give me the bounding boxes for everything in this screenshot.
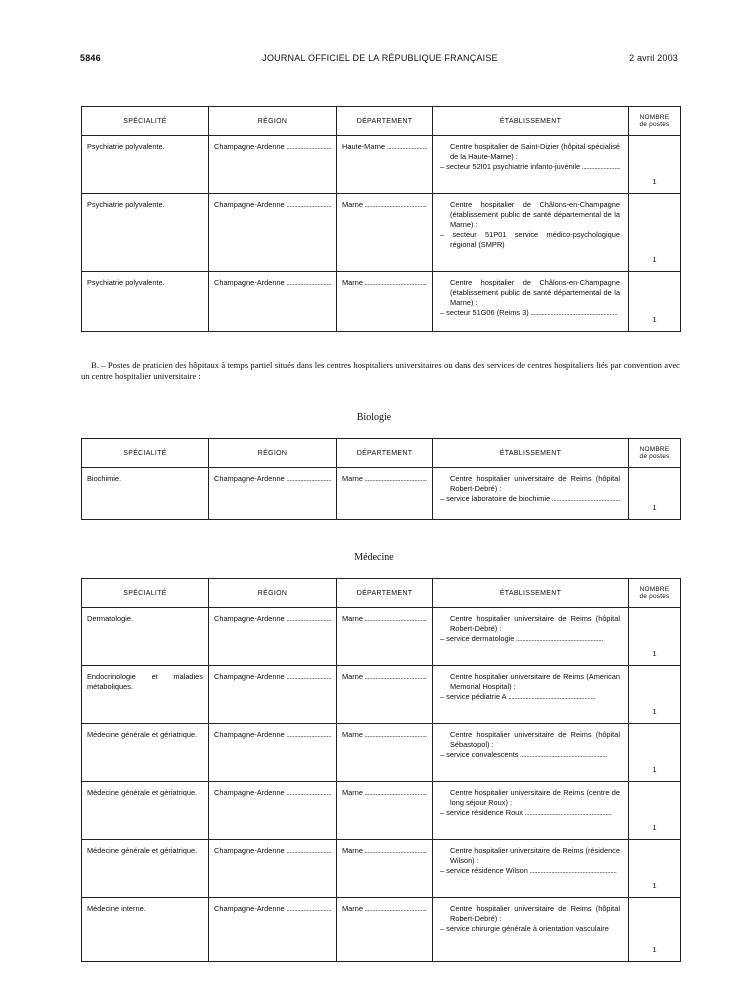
cell-specialite: Psychiatrie polyvalente. bbox=[82, 272, 209, 332]
departement-text: Marne ..... bbox=[342, 614, 427, 624]
cell-nombre: 1 bbox=[629, 468, 681, 520]
medecine-table bbox=[81, 578, 681, 962]
cell-etablissement bbox=[433, 898, 629, 962]
cell-specialite: Biochimie. bbox=[82, 468, 209, 520]
cell-region bbox=[209, 840, 337, 898]
cell-nombre: 1 bbox=[629, 136, 681, 194]
etablissement-service: – service pédiatrie A ..... bbox=[440, 692, 620, 702]
etablissement-name: Centre hospitalier universitaire de Reims (centre de long séjour Roux) : bbox=[450, 788, 620, 807]
nombre-label: NOMBRE bbox=[639, 586, 670, 593]
table-row bbox=[82, 666, 681, 724]
etablissement-service: – service dermatologie ..... bbox=[440, 634, 620, 644]
col-header-nombre bbox=[629, 439, 681, 468]
cell-specialite: Dermatologie. bbox=[82, 608, 209, 666]
de-postes-label: de postes bbox=[639, 121, 670, 128]
departement-text: Marne ..... bbox=[342, 846, 427, 856]
etablissement-service: – service résidence Wilson ..... bbox=[440, 866, 620, 876]
section-b-paragraph: B. – Postes de praticien des hôpitaux à temps partiel situés dans les centres hospitaliers universitaires ou dans des services de centres hospitaliers liés par convention avec un centre hospitalier universitaire : bbox=[81, 360, 680, 381]
etablissement-name: Centre hospitalier de Châlons-en-Champagne (établissement public de santé départemental de la Marne) : bbox=[450, 278, 620, 307]
cell-departement bbox=[337, 840, 433, 898]
cell-specialite: Endocrinologie et maladies métaboliques. bbox=[82, 666, 209, 724]
cell-specialite: Médecine générale et gériatrique. bbox=[82, 782, 209, 840]
table-row bbox=[82, 724, 681, 782]
cell-departement bbox=[337, 608, 433, 666]
cell-departement bbox=[337, 724, 433, 782]
table-row bbox=[82, 608, 681, 666]
cell-etablissement bbox=[433, 194, 629, 272]
etablissement-service-text: – secteur 51P01 service médico-psychologique régional (SMPR) bbox=[440, 230, 620, 249]
col-header-specialite: SPÉCIALITÉ bbox=[82, 579, 209, 608]
cell-specialite: Psychiatrie polyvalente. bbox=[82, 194, 209, 272]
cell-region bbox=[209, 272, 337, 332]
col-header-nombre bbox=[629, 107, 681, 136]
cell-departement bbox=[337, 468, 433, 520]
cell-etablissement bbox=[433, 608, 629, 666]
de-postes-label: de postes bbox=[639, 453, 670, 460]
page-header bbox=[80, 53, 680, 69]
departement-text: Marne ..... bbox=[342, 200, 427, 210]
etablissement-service bbox=[440, 230, 620, 250]
cell-etablissement bbox=[433, 782, 629, 840]
region-text: Champagne-Ardenne ..... bbox=[214, 730, 331, 740]
departement-text: Marne ..... bbox=[342, 730, 427, 740]
cell-etablissement bbox=[433, 136, 629, 194]
cell-etablissement bbox=[433, 840, 629, 898]
page-number: 5846 bbox=[80, 53, 101, 63]
table-row bbox=[82, 194, 681, 272]
etablissement-name: Centre hospitalier universitaire de Reims (hôpital Robert-Debré) : bbox=[450, 474, 620, 493]
cell-region bbox=[209, 782, 337, 840]
table-row bbox=[82, 136, 681, 194]
cell-nombre: 1 bbox=[629, 272, 681, 332]
departement-text: Marne ..... bbox=[342, 904, 427, 914]
region-text: Champagne-Ardenne ..... bbox=[214, 672, 331, 682]
table-row bbox=[82, 272, 681, 332]
etablissement-service: – secteur 51G06 (Reims 3) ..... bbox=[440, 308, 620, 318]
table-header-row bbox=[82, 107, 681, 136]
etablissement-name: Centre hospitalier universitaire de Reims (hôpital Robert-Debré) : bbox=[450, 614, 620, 633]
cell-departement bbox=[337, 136, 433, 194]
journal-title: JOURNAL OFFICIEL DE LA RÉPUBLIQUE FRANÇAISE bbox=[262, 53, 498, 63]
col-header-specialite: SPÉCIALITÉ bbox=[82, 439, 209, 468]
col-header-region: RÉGION bbox=[209, 107, 337, 136]
cell-region bbox=[209, 194, 337, 272]
cell-nombre: 1 bbox=[629, 782, 681, 840]
table-row bbox=[82, 468, 681, 520]
cell-nombre: 1 bbox=[629, 666, 681, 724]
etablissement-service: – service laboratoire de biochimie ..... bbox=[440, 494, 620, 504]
region-text: Champagne-Ardenne ..... bbox=[214, 904, 331, 914]
biologie-table bbox=[81, 438, 681, 520]
cell-specialite: Médecine générale et gériatrique. bbox=[82, 840, 209, 898]
departement-text: Marne ..... bbox=[342, 278, 427, 288]
region-text: Champagne-Ardenne ..... bbox=[214, 142, 331, 152]
table-header-row bbox=[82, 439, 681, 468]
cell-etablissement bbox=[433, 272, 629, 332]
nombre-label: NOMBRE bbox=[639, 446, 670, 453]
cell-departement bbox=[337, 898, 433, 962]
cell-nombre: 1 bbox=[629, 608, 681, 666]
table-header-row bbox=[82, 579, 681, 608]
etablissement-service: – secteur 52I01 psychiatrie infanto-juvénile ..... bbox=[440, 162, 620, 172]
etablissement-name: Centre hospitalier universitaire de Reims (hôpital Sébastopol) : bbox=[450, 730, 620, 749]
cell-specialite: Médecine générale et gériatrique. bbox=[82, 724, 209, 782]
cell-departement bbox=[337, 782, 433, 840]
cell-specialite: Médecine interne. bbox=[82, 898, 209, 962]
cell-etablissement bbox=[433, 468, 629, 520]
cell-region bbox=[209, 468, 337, 520]
cell-nombre: 1 bbox=[629, 194, 681, 272]
col-header-region: RÉGION bbox=[209, 439, 337, 468]
cell-etablissement bbox=[433, 724, 629, 782]
col-header-etablissement: ÉTABLISSEMENT bbox=[433, 579, 629, 608]
etablissement-name: Centre hospitalier universitaire de Reims (hôpital Robert-Debré) : bbox=[450, 904, 620, 923]
cell-nombre: 1 bbox=[629, 898, 681, 962]
col-header-departement: DÉPARTEMENT bbox=[337, 107, 433, 136]
etablissement-name: Centre hospitalier universitaire de Reims (American Memorial Hospital) : bbox=[450, 672, 620, 691]
cell-region bbox=[209, 666, 337, 724]
cell-nombre: 1 bbox=[629, 724, 681, 782]
etablissement-name: Centre hospitalier universitaire de Reims (résidence Wilson) : bbox=[450, 846, 620, 865]
col-header-etablissement: ÉTABLISSEMENT bbox=[433, 107, 629, 136]
col-header-region: RÉGION bbox=[209, 579, 337, 608]
etablissement-name: Centre hospitalier de Saint-Dizier (hôpital spécialisé de la Haute-Marne) : bbox=[450, 142, 620, 161]
col-header-etablissement: ÉTABLISSEMENT bbox=[433, 439, 629, 468]
region-text: Champagne-Ardenne ..... bbox=[214, 614, 331, 624]
departement-text: Marne ..... bbox=[342, 672, 427, 682]
biologie-heading: Biologie bbox=[356, 412, 392, 423]
cell-region bbox=[209, 724, 337, 782]
psychiatrie-table bbox=[81, 106, 681, 332]
cell-region bbox=[209, 136, 337, 194]
etablissement-service-text: – service chirurgie générale à orientation vasculaire bbox=[440, 924, 609, 933]
cell-specialite: Psychiatrie polyvalente. bbox=[82, 136, 209, 194]
region-text: Champagne-Ardenne ..... bbox=[214, 278, 331, 288]
table-row bbox=[82, 782, 681, 840]
departement-text: Marne ..... bbox=[342, 474, 427, 484]
de-postes-label: de postes bbox=[639, 593, 670, 600]
cell-region bbox=[209, 898, 337, 962]
etablissement-service: – service résidence Roux ..... bbox=[440, 808, 620, 818]
publication-date: 2 avril 2003 bbox=[629, 53, 678, 63]
medecine-heading: Médecine bbox=[354, 552, 394, 563]
etablissement-service bbox=[440, 924, 620, 934]
col-header-departement: DÉPARTEMENT bbox=[337, 579, 433, 608]
cell-etablissement bbox=[433, 666, 629, 724]
table-row bbox=[82, 840, 681, 898]
cell-region bbox=[209, 608, 337, 666]
nombre-label: NOMBRE bbox=[639, 114, 670, 121]
region-text: Champagne-Ardenne ..... bbox=[214, 846, 331, 856]
table-row bbox=[82, 898, 681, 962]
etablissement-name: Centre hospitalier de Châlons-en-Champagne (établissement public de santé départemental de la Marne) : bbox=[450, 200, 620, 229]
cell-departement bbox=[337, 194, 433, 272]
col-header-specialite: SPÉCIALITÉ bbox=[82, 107, 209, 136]
departement-text: Haute-Marne ..... bbox=[342, 142, 427, 152]
cell-departement bbox=[337, 272, 433, 332]
col-header-departement: DÉPARTEMENT bbox=[337, 439, 433, 468]
departement-text: Marne ..... bbox=[342, 788, 427, 798]
etablissement-service: – service convalescents ..... bbox=[440, 750, 620, 760]
region-text: Champagne-Ardenne ..... bbox=[214, 200, 331, 210]
cell-nombre: 1 bbox=[629, 840, 681, 898]
col-header-nombre bbox=[629, 579, 681, 608]
region-text: Champagne-Ardenne ..... bbox=[214, 788, 331, 798]
cell-departement bbox=[337, 666, 433, 724]
region-text: Champagne-Ardenne ..... bbox=[214, 474, 331, 484]
